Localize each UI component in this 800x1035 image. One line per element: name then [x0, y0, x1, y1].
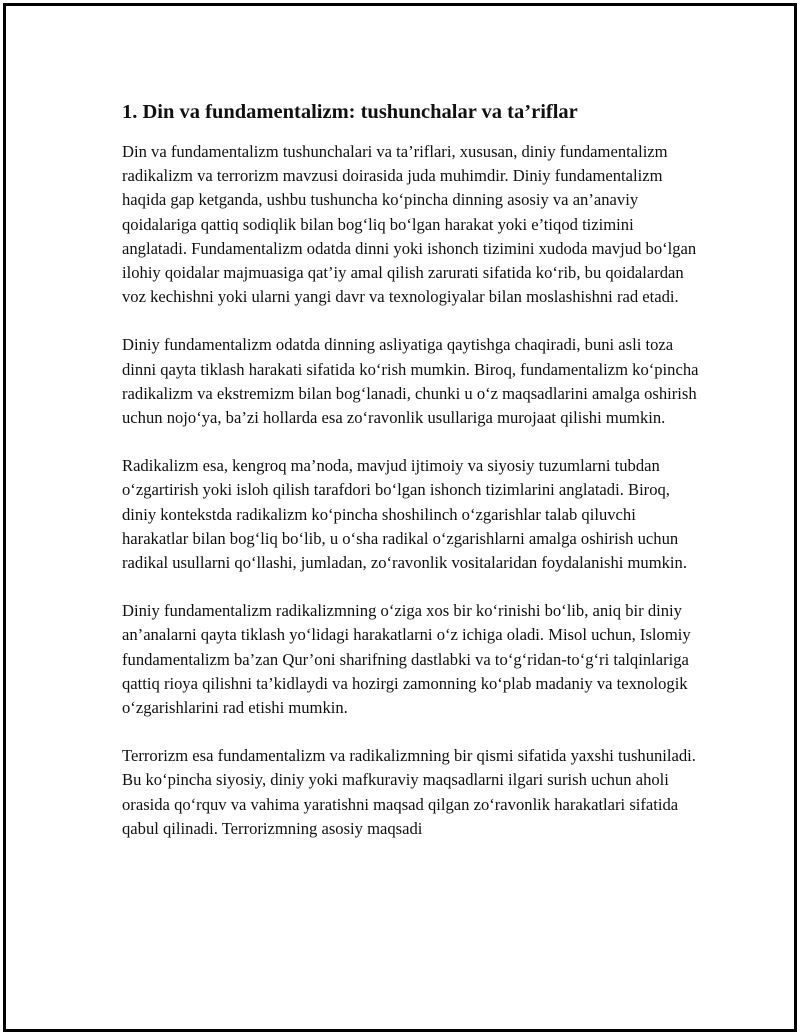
section-heading: 1. Din va fundamentalizm: tushunchalar va ta’riflar	[122, 101, 578, 123]
paragraph-3: Radikalizm esa, kengroq ma’noda, mavjud ijtimoiy va siyosiy tuzumlarni tubdan o‘zgartirish yoki isloh qilish tarafdori bo‘lgan ishonch tizimlarini anglatadi. Biroq, diniy kontekstda radikalizm ko‘pincha shoshilinch o‘zgarishlar talab qiluvchi harakatlar bilan bog‘liq bo‘lib, u o‘sha radikal o‘zgarishlarni amalga oshirish uchun radikal usullarni qo‘llashi, jumladan, zo‘ravonlik vositalaridan foydalanishi mumkin.	[122, 456, 687, 573]
page-frame	[3, 3, 797, 1032]
document-body	[122, 99, 700, 865]
paragraph-4: Diniy fundamentalizm radikalizmning o‘ziga xos bir ko‘rinishi bo‘lib, aniq bir diniy an’analarni qayta tiklash yo‘lidagi harakatlarni o‘z ichiga oladi. Misol uchun, Islomiy fundamentalizm ba’zan Qur’oni sharifning dastlabki va to‘g‘ridan-to‘g‘ri talqinlariga qattiq rioya qilishni ta’kidlaydi va hozirgi zamonning ko‘plab madaniy va texnologik o‘zgarishlarini rad etishi mumkin.	[122, 601, 691, 718]
paragraph-5: Terrorizm esa fundamentalizm va radikalizmning bir qismi sifatida yaxshi tushuniladi. Bu ko‘pincha siyosiy, diniy yoki mafkuraviy maqsadlarni ilgari surish uchun aholi orasida qo‘rquv va vahima yaratishni maqsad qilgan zo‘ravonlik harakatlari sifatida qabul qilinadi. Terrorizmning asosiy maqsadi	[122, 746, 696, 838]
paragraph-2: Diniy fundamentalizm odatda dinning asliyatiga qaytishga chaqiradi, buni asli toza dinni qayta tiklash harakati sifatida ko‘rish mumkin. Biroq, fundamentalizm ko‘pincha radikalizm va ekstremizm bilan bog‘lanadi, chunki u o‘z maqsadlarini amalga oshirish uchun nojo‘ya, ba’zi hollarda esa zo‘ravonlik usullariga murojaat qilishi mumkin.	[122, 335, 699, 428]
paragraph-1: Din va fundamentalizm tushunchalari va ta’riflari, xususan, diniy fundamentalizm radikalizm va terrorizm mavzusi doirasida juda muhimdir. Diniy fundamentalizm haqida gap ketganda, ushbu tushuncha ko‘pincha dinning asosiy va an’anaviy qoidalariga qattiq sodiqlik bilan bog‘liq bo‘lgan harakat yoki e’tiqod tizimini anglatadi. Fundamentalizm odatda dinni yoki ishonch tizimini xudoda mavjud bo‘lgan ilohiy qoidalar majmuasiga qat’iy amal qilish zarurati sifatida ko‘rib, bu qoidalardan voz kechishni yoki ularni yangi davr va texnologiyalar bilan moslashishni rad etadi.	[122, 142, 697, 307]
